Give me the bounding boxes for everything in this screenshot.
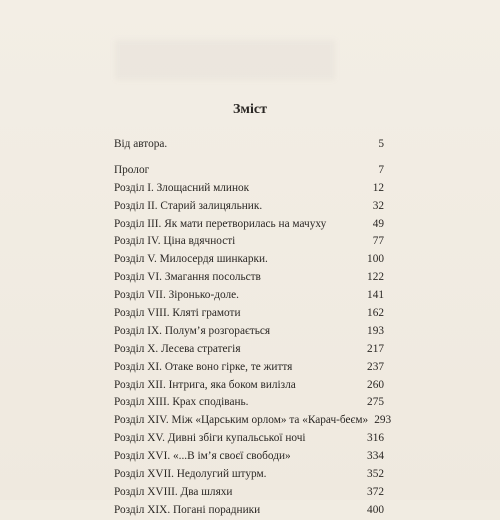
toc-entry — [114, 287, 384, 305]
toc-entry-label: Від автора. — [114, 138, 168, 150]
toc-entry-page: 77 — [372, 235, 384, 248]
toc-entry — [114, 269, 384, 287]
toc-entry-label: Розділ XIII. Крах сподівань. — [114, 396, 249, 409]
toc-entry — [114, 162, 384, 180]
toc-entry — [114, 216, 384, 234]
toc-entry-page: 12 — [372, 181, 384, 194]
toc-entry — [114, 341, 384, 359]
toc-entry-label: Розділ V. Милосердя шинкарки. — [114, 253, 268, 266]
toc-entry-label: Розділ XVIII. Два шляхи — [114, 485, 233, 498]
toc-entry — [114, 448, 384, 466]
toc-entry-label: Розділ VIII. Кляті грамоти — [114, 307, 241, 320]
toc-entry — [114, 502, 384, 520]
toc-entry-page: 122 — [367, 271, 384, 284]
toc-entry-label: Розділ XVI. «...В ім’я своєї свободи» — [114, 450, 291, 463]
toc-entry — [114, 198, 384, 216]
toc-entry-label: Розділ IV. Ціна вдячності — [114, 235, 236, 248]
toc-entry-label: Розділ IX. Полум’я розгорається — [114, 324, 271, 337]
toc-entry-page: 400 — [367, 503, 384, 516]
toc-entry-label: Розділ X. Лесева стратегія — [114, 342, 241, 355]
toc-entry — [114, 136, 384, 154]
toc-entry — [114, 466, 384, 484]
toc-entry-page: 372 — [367, 485, 384, 498]
toc-entry — [114, 412, 392, 430]
toc-entry — [114, 233, 384, 251]
toc-entry — [114, 484, 384, 502]
toc-entry — [114, 394, 384, 412]
toc-entry — [114, 430, 384, 448]
toc-entry-label: Розділ VI. Змагання посольств — [114, 271, 261, 284]
toc-entry-page: 217 — [367, 342, 384, 355]
toc-entry-label: Розділ XIX. Погані порадники — [114, 503, 261, 516]
toc-entry — [114, 305, 384, 323]
toc-entry-label: Розділ XVII. Недолугий штурм. — [114, 468, 267, 481]
toc-entry-page: 7 — [378, 163, 384, 176]
toc-entry-label: Розділ ІІ. Старий залицяльник. — [114, 199, 263, 212]
toc-entry-page: 5 — [378, 138, 384, 150]
toc-entry-page: 334 — [367, 450, 384, 463]
toc-entry-label: Розділ XV. Дивні збіги купальської ночі — [114, 432, 306, 445]
toc-entry-label: Розділ XIV. Між «Царським орлом» та «Карач-беєм» — [114, 414, 369, 427]
toc-entry-label: Розділ ІІІ. Як мати перетворилась на мачуху — [114, 217, 327, 230]
toc-entry-page: 141 — [367, 289, 384, 302]
toc-entry — [114, 377, 384, 395]
toc-entry-label: Розділ VII. Зіронько-доле. — [114, 289, 239, 302]
toc-entry — [114, 323, 384, 341]
table-of-contents — [114, 136, 392, 520]
toc-entry — [114, 251, 384, 269]
toc-entry-page: 237 — [367, 360, 384, 373]
toc-entry-page: 352 — [367, 468, 384, 481]
page-title: Зміст — [233, 102, 267, 117]
toc-entry-label: Пролог — [114, 163, 150, 176]
toc-entry-page: 275 — [367, 396, 384, 409]
toc-entry-label: Розділ XI. Отаке воно гірке, те життя — [114, 360, 293, 373]
toc-entry-page: 193 — [367, 324, 384, 337]
toc-entry-page: 293 — [374, 414, 392, 427]
show-through-shadow — [115, 40, 335, 80]
toc-entry-page: 49 — [372, 217, 384, 230]
toc-entry — [114, 359, 384, 377]
toc-entry-page: 100 — [367, 253, 384, 266]
toc-entry-page: 260 — [367, 378, 384, 391]
toc-entry-page: 32 — [372, 199, 384, 212]
toc-entry-label: Розділ XII. Інтрига, яка боком вилізла — [114, 378, 296, 391]
toc-entry-page: 316 — [367, 432, 384, 445]
toc-entry-label: Розділ І. Злощасний млинок — [114, 181, 250, 194]
toc-entry — [114, 180, 384, 198]
toc-entry-page: 162 — [367, 307, 384, 320]
